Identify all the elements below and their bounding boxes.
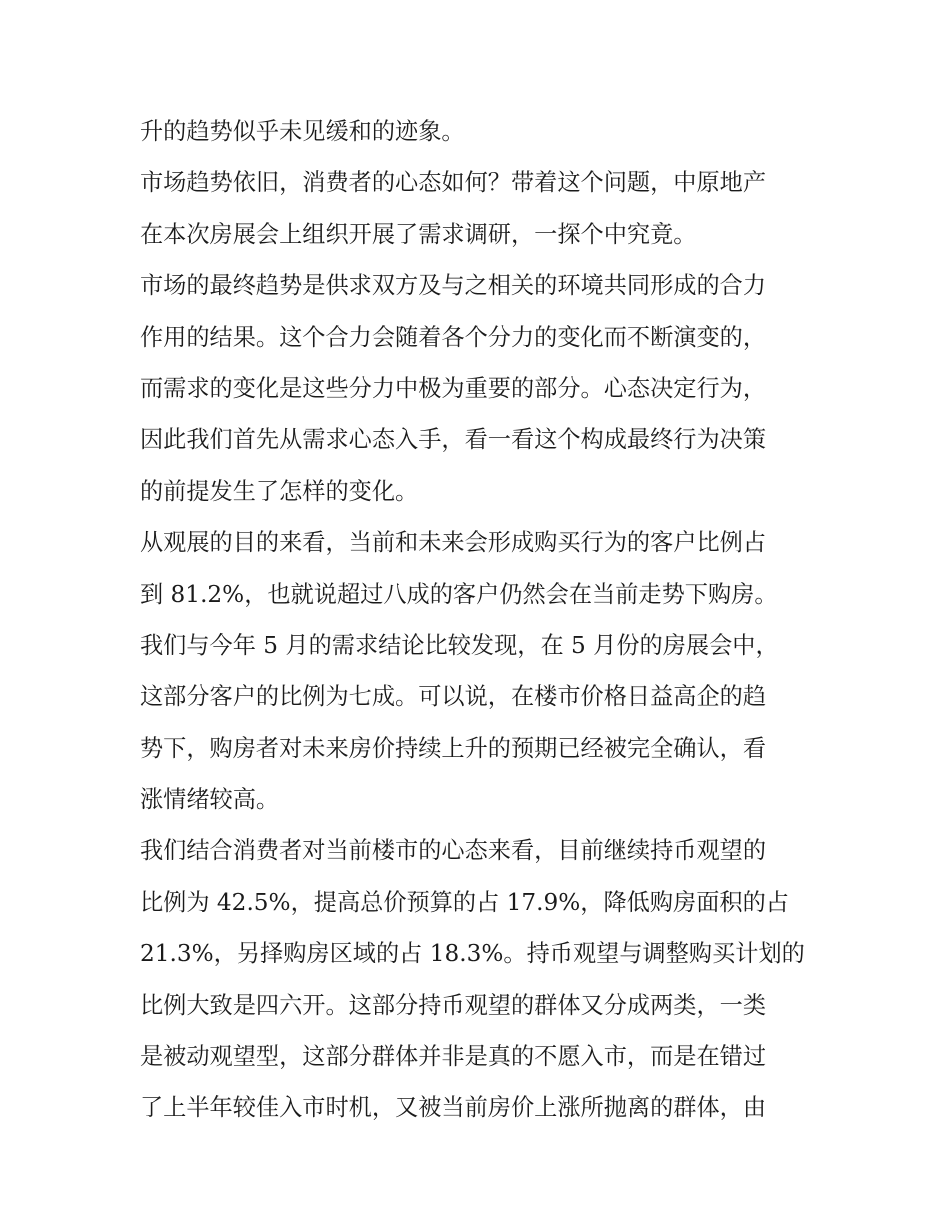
text-line: 作用的结果。这个合力会随着各个分力的变化而不断演变的， — [140, 323, 767, 351]
text-line: 在本次房展会上组织开展了需求调研，一探个中究竟。 — [140, 220, 697, 248]
text-line: 因此我们首先从需求心态入手，看一看这个构成最终行为决策 — [140, 426, 767, 454]
text-line: 而需求的变化是这些分力中极为重要的部分。心态决定行为， — [140, 374, 767, 402]
text-line: 市场的最终趋势是供求双方及与之相关的环境共同形成的合力 — [140, 272, 767, 300]
text-line: 是被动观望型，这部分群体并非是真的不愿入市，而是在错过 — [140, 1043, 767, 1071]
text-line: 到 81.2%，也就说超过八成的客户仍然会在当前走势下购房。 — [140, 580, 778, 608]
text-line: 从观展的目的来看，当前和未来会形成购买行为的客户比例占 — [140, 529, 767, 557]
text-line: 升的趋势似乎未见缓和的迹象。 — [140, 118, 465, 145]
text-line: 比例为 42.5%，提高总价预算的占 17.9%，降低购房面积的占 — [140, 888, 789, 916]
text-line: 我们结合消费者对当前楼市的心态来看，目前继续持币观望的 — [140, 837, 767, 865]
text-line: 市场趋势依旧，消费者的心态如何？带着这个问题，中原地产 — [140, 169, 767, 197]
text-line: 势下，购房者对未来房价持续上升的预期已经被完全确认，看 — [140, 734, 767, 762]
text-line: 涨情绪较高。 — [140, 786, 280, 814]
text-line: 了上半年较佳入市时机，又被当前房价上涨所抛离的群体，由 — [140, 1094, 767, 1122]
text-line: 我们与今年 5 月的需求结论比较发现，在 5 月份的房展会中， — [140, 631, 779, 659]
text-line: 的前提发生了怎样的变化。 — [140, 477, 419, 505]
text-line: 21.3%，另择购房区域的占 18.3%。持币观望与调整购买计划的 — [140, 940, 805, 968]
body-text — [140, 106, 820, 1134]
text-line: 这部分客户的比例为七成。可以说，在楼市价格日益高企的趋 — [140, 683, 767, 711]
text-line: 比例大致是四六开。这部分持币观望的群体又分成两类，一类 — [140, 991, 767, 1019]
